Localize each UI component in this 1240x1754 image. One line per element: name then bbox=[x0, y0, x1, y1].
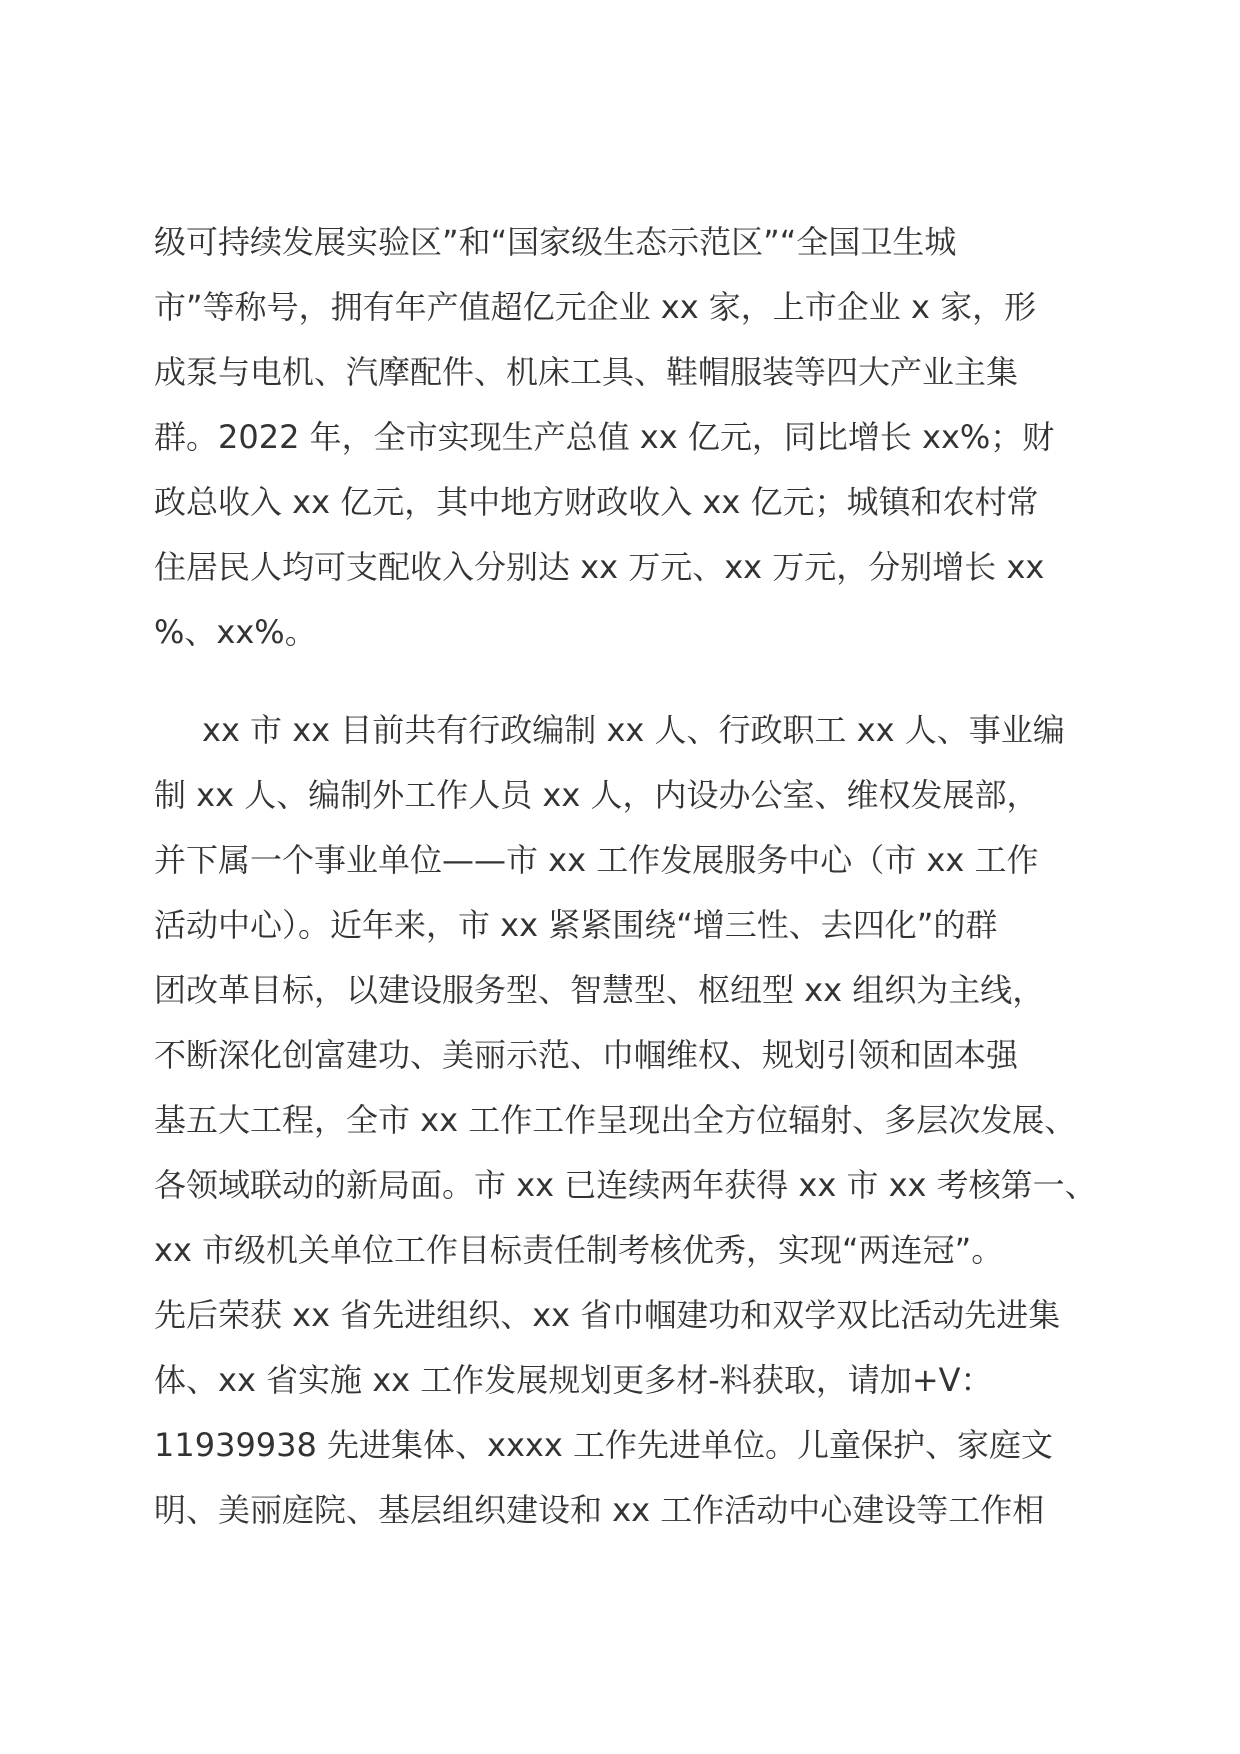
text-line: 并下属一个事业单位——市 xx 工作发展服务中心（市 xx 工作 bbox=[154, 841, 1039, 879]
text-line: xx 市级机关单位工作目标责任制考核优秀，实现“两连冠”。 bbox=[154, 1231, 1004, 1269]
text-line: 市”等称号，拥有年产值超亿元企业 xx 家，上市企业 x 家，形 bbox=[154, 288, 1037, 326]
text-line: 住居民人均可支配收入分别达 xx 万元、xx 万元，分别增长 xx bbox=[154, 548, 1045, 586]
text-line: 政总收入 xx 亿元，其中地方财政收入 xx 亿元；城镇和农村常 bbox=[154, 483, 1039, 521]
text-line: 成泵与电机、汽摩配件、机床工具、鞋帽服装等四大产业主集 bbox=[154, 353, 1019, 391]
text-line: 级可持续发展实验区”和“国家级生态示范区”“全国卫生城 bbox=[154, 223, 957, 261]
text-line: %、xx%。 bbox=[154, 613, 317, 651]
text-line: 制 xx 人、编制外工作人员 xx 人，内设办公室、维权发展部， bbox=[154, 776, 1039, 814]
text-line: 先后荣获 xx 省先进组织、xx 省巾帼建功和双学双比活动先进集 bbox=[154, 1296, 1061, 1334]
text-line: 基五大工程，全市 xx 工作工作呈现出全方位辐射、多层次发展、 bbox=[154, 1101, 1077, 1139]
paragraph-1 bbox=[154, 210, 1104, 665]
text-line: 明、美丽庭院、基层组织建设和 xx 工作活动中心建设等工作相 bbox=[154, 1491, 1045, 1529]
text-line: 活动中心）。近年来，市 xx 紧紧围绕“增三性、去四化”的群 bbox=[154, 906, 998, 944]
text-line: 团改革目标，以建设服务型、智慧型、枢纽型 xx 组织为主线， bbox=[154, 971, 1045, 1009]
text-line: 11939938 先进集体、xxxx 工作先进单位。儿童保护、家庭文 bbox=[154, 1426, 1053, 1464]
text-line: 群。2022 年，全市实现生产总值 xx 亿元，同比增长 xx%；财 bbox=[154, 418, 1055, 456]
text-line: 各领域联动的新局面。市 xx 已连续两年获得 xx 市 xx 考核第一、 bbox=[154, 1166, 1097, 1204]
paragraph-2 bbox=[154, 698, 1104, 1543]
text-line: xx 市 xx 目前共有行政编制 xx 人、行政职工 xx 人、事业编 bbox=[202, 711, 1065, 749]
text-line: 不断深化创富建功、美丽示范、巾帼维权、规划引领和固本强 bbox=[154, 1036, 1019, 1074]
text-line: 体、xx 省实施 xx 工作发展规划更多材-料获取，请加+V： bbox=[154, 1361, 993, 1399]
